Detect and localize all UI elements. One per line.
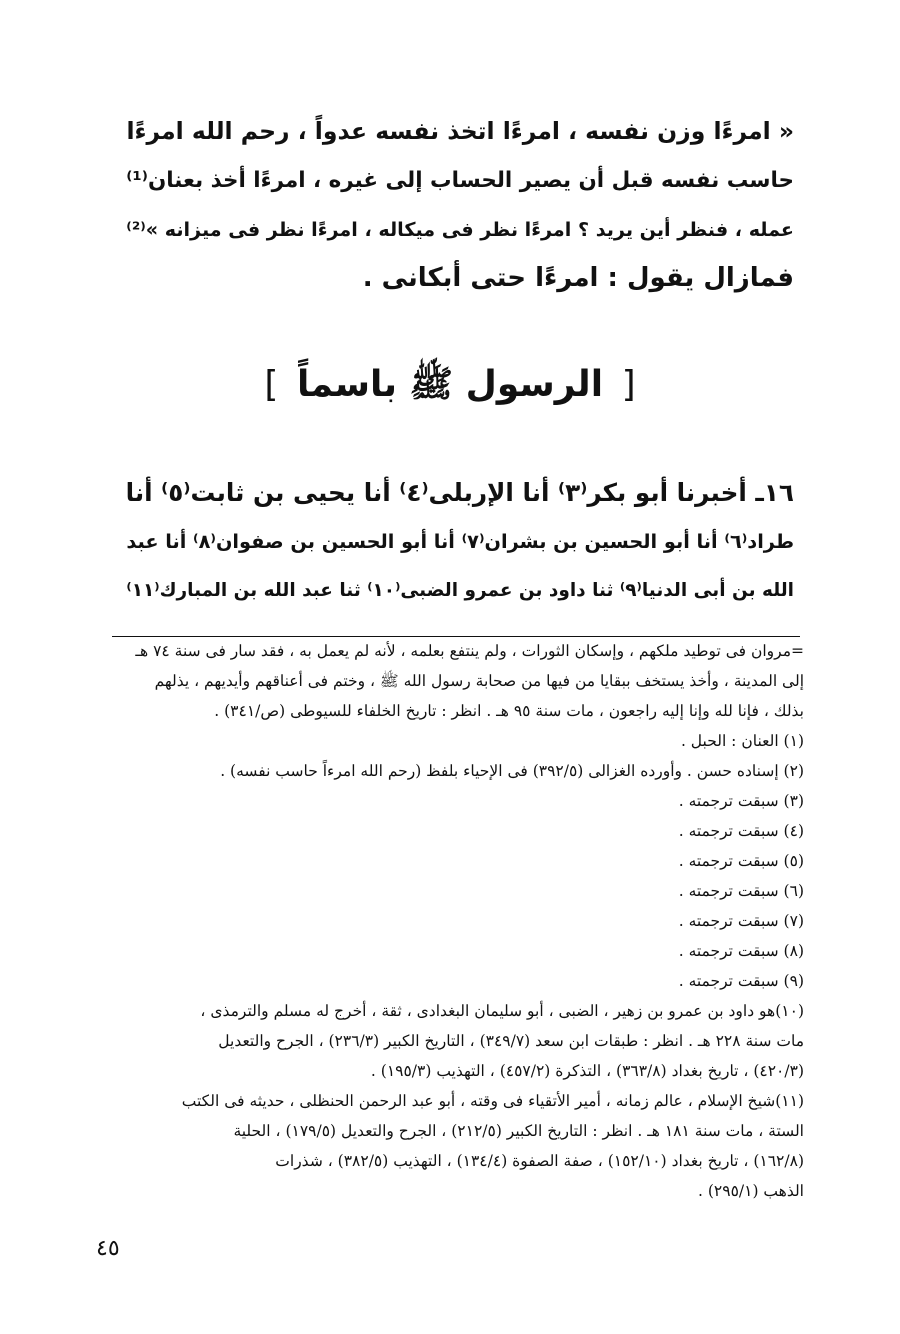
- footnote-line: (٣) سبقت ترجمته .: [678, 792, 804, 810]
- footnote-line: (٢) إسناده حسن . وأورده الغزالى (٣٩٢/٥) فى الإحياء بلفظ (رحم الله امرءاً حاسب نفسه) .: [220, 762, 804, 780]
- footnote-line: (٤٢٠/٣) ، تاريخ بغداد (٣٦٣/٨) ، التذكرة (٤٥٧/٢) ، التهذيب (١٩٥/٣) .: [370, 1062, 804, 1080]
- footnote-line: (٧) سبقت ترجمته .: [678, 912, 804, 930]
- footnote-line: الذهب (٢٩٥/١) .: [698, 1182, 804, 1200]
- narration-paragraph: [112, 468, 794, 615]
- footnote-line: الستة ، مات سنة ١٨١ هـ . انظر : التاريخ الكبير (٢١٢/٥) ، الجرح والتعديل (١٧٩/٥) ، الحلية: [233, 1122, 804, 1140]
- paragraph-line: الله بن أبى الدنيا⁽٩⁾ ثنا داود بن عمرو الضبى⁽١٠⁾ ثنا عبد الله بن المبارك⁽١١⁾: [126, 580, 794, 601]
- footnote-line: إلى المدينة ، وأخذ يستخف ببقايا من فيها من صحابة رسول الله ﷺ ، وختم فى أعناقهم وأيديهم ، يذلهم: [154, 672, 804, 690]
- footnote-line: بذلك ، فإنا لله وإنا إليه راجعون ، مات سنة ٩٥ هـ . انظر : تاريخ الخلفاء للسيوطى (ص/٣٤١) .: [214, 702, 804, 720]
- footnote-line: (١٠)هو داود بن عمرو بن زهير ، الضبى ، أبو سليمان البغدادى ، ثقة ، أخرج له مسلم والترمذى ،: [200, 1002, 804, 1020]
- footnote-line: (٥) سبقت ترجمته .: [678, 852, 804, 870]
- footnote-line: (٨) سبقت ترجمته .: [678, 942, 804, 960]
- heading-title: الرسول ﷺ باسماً: [296, 364, 604, 405]
- heading-open-bracket: [: [621, 364, 636, 405]
- paragraph-line: ١٦ـ أخبرنا أبو بكر⁽٣⁾ أنا الإربلى⁽٤⁾ أنا يحيى بن ثابت⁽٥⁾ أنا: [125, 478, 794, 507]
- footnote-line: =مروان فى توطيد ملكهم ، وإسكان الثورات ، ولم ينتفع بعلمه ، لأنه لم يعمل به ، فقد سار فى سنة ٧٤ هـ: [135, 642, 804, 660]
- footnote-line: (١٦٢/٨) ، تاريخ بغداد (١٥٢/١٠) ، صفة الصفوة (١٣٤/٤) ، التهذيب (٣٨٢/٥) ، شذرات: [275, 1152, 804, 1170]
- page-number: ٤٥: [96, 1236, 120, 1261]
- footnote-line: (١) العنان : الحبل .: [680, 732, 804, 750]
- opening-paragraph: [112, 107, 794, 303]
- footnote-line: (١١)شيخ الإسلام ، عالم زمانه ، أمير الأتقياء فى وقته ، أبو عبد الرحمن الحنظلى ، حديثه فى الكتب: [181, 1092, 804, 1110]
- paragraph-line: « امرءًا وزن نفسه ، امرءًا اتخذ نفسه عدواً ، رحم الله امرءًا: [126, 117, 794, 145]
- section-heading: [200, 360, 700, 410]
- footnote-line: مات سنة ٢٢٨ هـ . انظر : طبقات ابن سعد (٣٤٩/٧) ، التاريخ الكبير (٢٣٦/٣) ، الجرح والتعديل: [218, 1032, 804, 1050]
- heading-close-bracket: ]: [264, 364, 279, 405]
- paragraph-line: حاسب نفسه قبل أن يصير الحساب إلى غيره ، امرءًا أخذ بعنان⁽¹⁾: [126, 168, 794, 193]
- paragraph-line: طراد⁽٦⁾ أنا أبو الحسين بن بشران⁽٧⁾ أنا أبو الحسين بن صفوان⁽٨⁾ أنا عبد: [126, 530, 794, 553]
- footnotes: [100, 636, 804, 1206]
- footnote-line: (٦) سبقت ترجمته .: [678, 882, 804, 900]
- paragraph-line: فمازال يقول : امرءًا حتى أبكانى .: [362, 263, 794, 293]
- paragraph-line: عمله ، فنظر أين يريد ؟ امرءًا نظر فى ميكاله ، امرءًا نظر فى ميزانه »⁽²⁾: [126, 218, 794, 241]
- footnote-line: (٤) سبقت ترجمته .: [678, 822, 804, 840]
- footnote-line: (٩) سبقت ترجمته .: [678, 972, 804, 990]
